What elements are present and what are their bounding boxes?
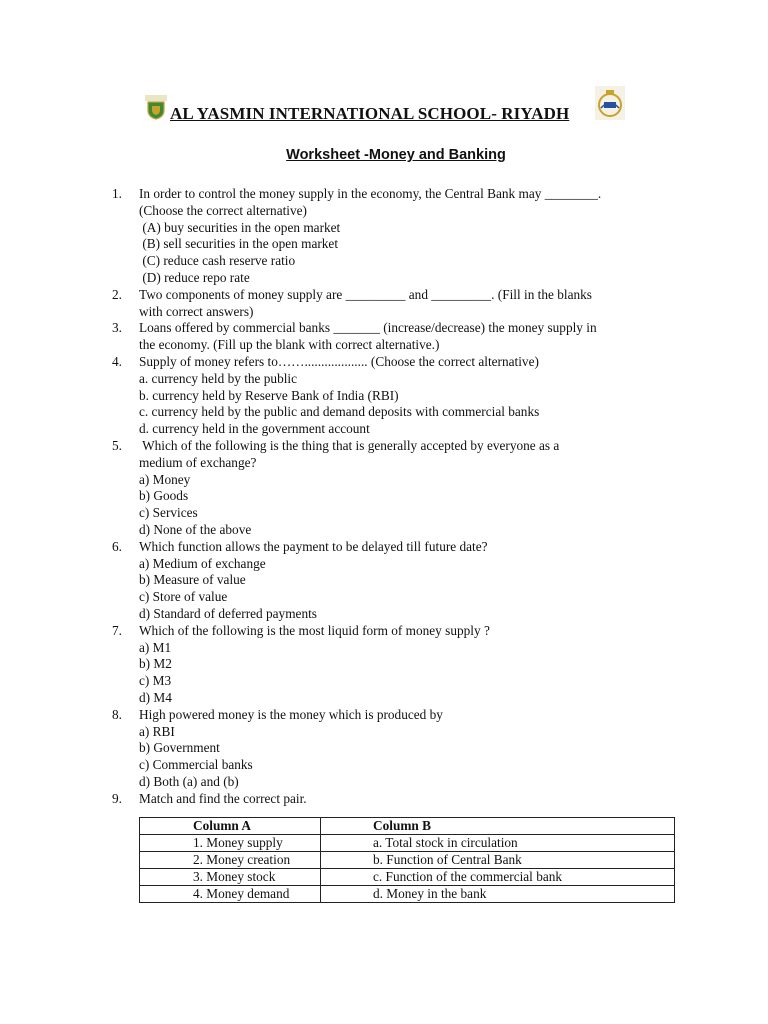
question-body — [139, 186, 682, 287]
answer-option: b. currency held by Reserve Bank of India (RBI) — [139, 387, 399, 403]
worksheet-title: Worksheet -Money and Banking — [286, 147, 506, 163]
answer-option: d) None of the above — [139, 521, 252, 537]
question-item — [112, 791, 682, 808]
question-text: Which of the following is the most liquid form of money supply ? — [139, 622, 490, 638]
question-text: Match and find the correct pair. — [139, 790, 307, 806]
question-list — [112, 186, 682, 807]
question-body — [139, 438, 682, 539]
answer-option: (A) buy securities in the open market — [139, 219, 341, 235]
question-number: 3. — [112, 320, 122, 336]
question-text: (Choose the correct alternative) — [139, 202, 307, 218]
match-table-row — [140, 886, 675, 903]
question-number: 1. — [112, 186, 122, 201]
question-text: medium of exchange? — [139, 454, 257, 470]
question-item — [112, 186, 682, 287]
school-name: AL YASMIN INTERNATIONAL SCHOOL- RIYADH — [170, 104, 570, 123]
question-number: 9. — [112, 790, 122, 806]
answer-option: c) Store of value — [139, 589, 228, 605]
answer-option: (B) sell securities in the open market — [139, 236, 339, 252]
answer-option: c) Commercial banks — [139, 757, 253, 773]
answer-option: d) M4 — [139, 689, 172, 705]
question-item — [112, 354, 682, 438]
question-number: 8. — [112, 706, 122, 722]
answer-option: d) Standard of deferred payments — [139, 605, 317, 621]
answer-option: b) Measure of value — [139, 572, 246, 588]
question-item — [112, 320, 682, 354]
column-b-cell: d. Money in the bank — [321, 886, 675, 903]
match-table-row — [140, 835, 675, 852]
question-text: Which of the following is the thing that is generally accepted by everyone as a — [139, 437, 560, 453]
question-body — [139, 354, 682, 438]
match-table — [139, 817, 675, 903]
answer-option: (D) reduce repo rate — [139, 269, 250, 285]
answer-option: a. currency held by the public — [139, 370, 298, 386]
column-a-header: Column A — [140, 818, 321, 835]
question-item — [112, 707, 682, 791]
column-b-header: Column B — [321, 818, 675, 835]
question-item — [112, 287, 682, 321]
question-text: Supply of money refers to……................... (Choose the correct alternative) — [139, 353, 539, 369]
column-a-cell: 4. Money demand — [140, 886, 321, 903]
question-text: High powered money is the money which is produced by — [139, 706, 443, 722]
match-table-row — [140, 869, 675, 886]
column-b-cell: a. Total stock in circulation — [321, 835, 675, 852]
column-b-cell: c. Function of the commercial bank — [321, 869, 675, 886]
question-body — [139, 791, 682, 808]
column-a-cell: 1. Money supply — [140, 835, 321, 852]
question-number: 2. — [112, 286, 122, 302]
answer-option: c. currency held by the public and demand deposits with commercial banks — [139, 404, 540, 420]
anniversary-logo — [595, 86, 625, 120]
answer-option: d) Both (a) and (b) — [139, 773, 239, 789]
question-body — [139, 623, 682, 707]
answer-option: c) Services — [139, 505, 198, 521]
answer-option: a) RBI — [139, 723, 175, 739]
school-logo-left — [143, 94, 169, 120]
question-body — [139, 287, 682, 321]
question-body — [139, 320, 682, 354]
question-text: In order to control the money supply in the economy, the Central Bank may ________. — [139, 186, 602, 201]
answer-option: a) Money — [139, 471, 191, 487]
answer-option: b) M2 — [139, 656, 172, 672]
document-header — [0, 86, 768, 136]
question-text: Two components of money supply are _________ and _________. (Fill in the blanks — [139, 286, 592, 302]
match-table-header-row — [140, 818, 675, 835]
answer-option: d. currency held in the government account — [139, 421, 370, 437]
question-item — [112, 438, 682, 539]
question-text: the economy. (Fill up the blank with correct alternative.) — [139, 337, 440, 353]
answer-option: (C) reduce cash reserve ratio — [139, 253, 296, 269]
question-text: Which function allows the payment to be delayed till future date? — [139, 538, 488, 554]
question-number: 5. — [112, 437, 122, 453]
question-item — [112, 539, 682, 623]
question-text: Loans offered by commercial banks _______ (increase/decrease) the money supply in — [139, 320, 597, 336]
column-a-cell: 3. Money stock — [140, 869, 321, 886]
answer-option: c) M3 — [139, 673, 172, 689]
question-item — [112, 623, 682, 707]
answer-option: a) M1 — [139, 639, 172, 655]
question-number: 7. — [112, 622, 122, 638]
answer-option: a) Medium of exchange — [139, 555, 266, 571]
column-a-cell: 2. Money creation — [140, 852, 321, 869]
column-b-cell: b. Function of Central Bank — [321, 852, 675, 869]
question-number: 4. — [112, 353, 122, 369]
question-body — [139, 707, 682, 791]
answer-option: b) Government — [139, 740, 220, 756]
question-body — [139, 539, 682, 623]
answer-option: b) Goods — [139, 488, 189, 504]
question-text: with correct answers) — [139, 303, 254, 319]
match-table-row — [140, 852, 675, 869]
question-number: 6. — [112, 538, 122, 554]
